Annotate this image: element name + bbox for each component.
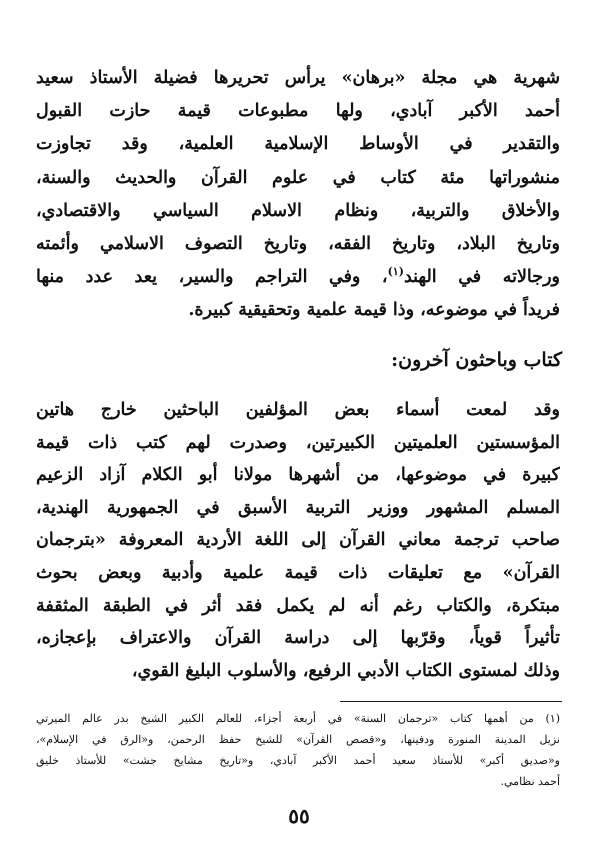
paragraph-2-line: كبيرة في موضوعها، من أشهرها مولانا أبو الكلام آزاد الزعيم bbox=[36, 465, 560, 486]
page-number: ٥٥ bbox=[288, 804, 310, 828]
paragraph-1-line bbox=[36, 261, 560, 294]
paragraph-2-line: وذلك لمستوى الكتاب الأدبي الرفيع، والأسلوب البليغ القوي، bbox=[131, 660, 560, 681]
paragraph-2-line: المؤسستين العلميتين الكبيرتين، وصدرت لهم كتب ذات قيمة bbox=[36, 432, 560, 453]
footnote-line: نزيل المدينة المنورة ودفينها، و«قصص القرآن» للشيخ حفظ الرحمن، و«الرق في الإسلام»، bbox=[36, 733, 560, 746]
paragraph-2-line: وقد لمعت أسماء بعض المؤلفين الباحثين خارج هاتين bbox=[36, 400, 560, 420]
paragraph-1-line: فريداً في موضوعه، وذا قيمة علمية وتحقيقية كبيرة. bbox=[188, 300, 560, 321]
paragraph-2-line: مبتكرة، والكتاب رغم أنه لم يكمل فقد أثر في الطبقة المثقفة bbox=[36, 595, 560, 616]
footnote-line: أحمد نظامي. bbox=[500, 775, 560, 788]
paragraph-1-line: والتقدير في الأوساط الإسلامية العلمية، وقد تجاوزت bbox=[36, 134, 560, 155]
footnote-reference: (١) bbox=[387, 265, 404, 279]
section-heading: كتاب وباحثون آخرون: bbox=[391, 349, 562, 371]
paragraph-2-line: القرآن» مع تعليقات ذات قيمة علمية وأدبية وبعض بحوث bbox=[36, 562, 560, 583]
paragraph-2 bbox=[36, 394, 560, 687]
paragraph-2-line: المسلم المشهور ووزير التربية الأسبق في الجمهورية الهندية، bbox=[36, 497, 560, 518]
footnote-line: و«صديق أكبر» للأستاذ سعيد أحمد الأكبر آبادي، و«تاريخ مشايخ جشت» للأستاذ خليق bbox=[36, 754, 560, 767]
footnote-separator bbox=[340, 701, 562, 702]
paragraph-1-line: والأخلاق والتربية، ونظام الاسلام السياسي والاقتصادي، bbox=[36, 200, 560, 221]
paragraph-1-line: شهرية هي مجلة «برهان» يرأس تحريرها فضيلة الأستاذ سعيد bbox=[36, 68, 560, 88]
paragraph-2-line: صاحب ترجمة معاني القرآن إلى اللغة الأردية المعروفة «بترجمان bbox=[36, 530, 560, 551]
paragraph-1-line: أحمد الأكبر آبادي، ولها مطبوعات قيمة حازت القبول bbox=[36, 101, 560, 122]
footnote-line: (١) من أهمها كتاب «ترجمان السنة» في أربعة أجزاء، للعالم الكبير الشيخ بدر عالم الميرتي bbox=[36, 712, 560, 725]
paragraph-2-line: تأثيراً قوياً، وقرّبها إلى دراسة القرآن والاعتراف بإعجازه، bbox=[36, 628, 560, 649]
line-text: ورجالاته في الهند bbox=[403, 267, 560, 288]
paragraph-1-line: وتاريخ البلاد، وتاريخ الفقه، وتاريخ التصوف الاسلامي وأئمته bbox=[36, 233, 560, 254]
paragraph-1-line: منشوراتها مئة كتاب في علوم القرآن والحديث والسنة، bbox=[36, 167, 560, 188]
line-text: ، وفي التراجم والسير، يعد عدد منها bbox=[36, 267, 388, 288]
footnotes bbox=[36, 708, 560, 792]
paragraph-1 bbox=[36, 62, 560, 328]
